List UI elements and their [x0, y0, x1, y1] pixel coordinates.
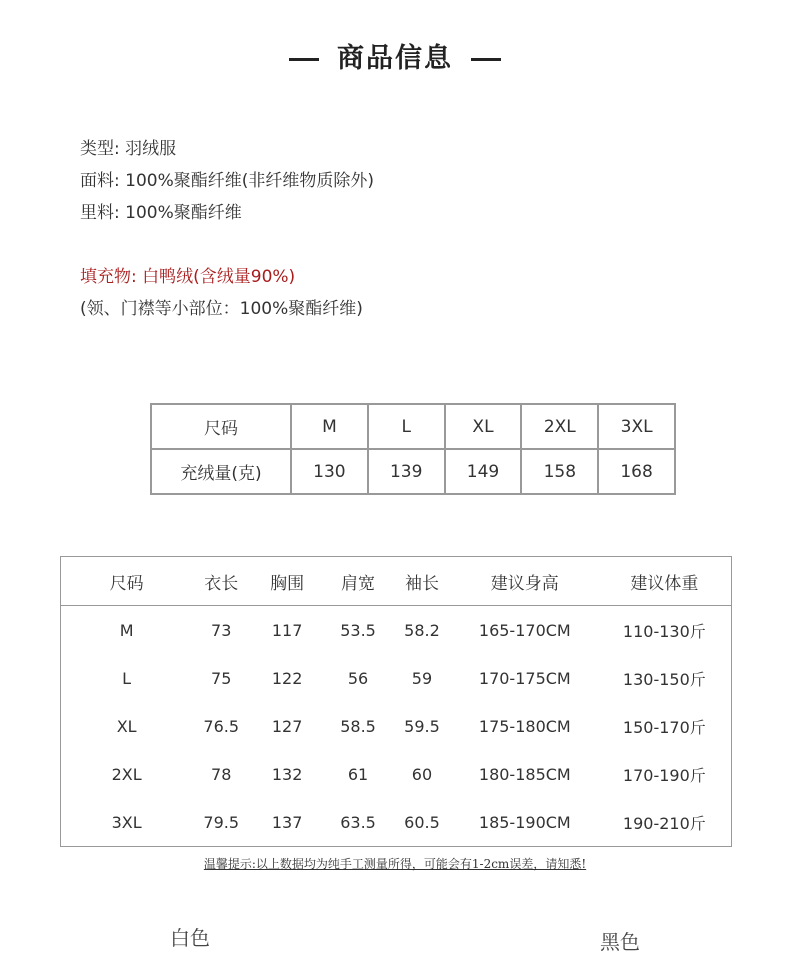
down-table-weight-row — [151, 449, 675, 494]
table-cell: 59 — [411, 668, 433, 688]
color-label-white: 白色 — [170, 926, 210, 950]
table-cell: 122 — [271, 668, 303, 688]
down-table-size: L — [368, 404, 445, 449]
table-row — [61, 606, 732, 655]
section-title — [0, 36, 790, 75]
product-info — [80, 133, 374, 229]
table-row — [61, 654, 732, 702]
down-table-size: M — [291, 404, 368, 449]
table-row — [61, 798, 732, 847]
table-cell: 63.5 — [340, 812, 376, 832]
table-cell: 132 — [271, 764, 303, 784]
size-chart-header: 肩宽 — [324, 557, 392, 606]
table-cell: 190-210斤 — [622, 813, 706, 833]
size-chart-header: 建议身高 — [452, 557, 598, 606]
down-table-weight: 139 — [368, 449, 445, 494]
table-row — [61, 702, 732, 750]
table-cell: 78 — [211, 764, 232, 784]
table-cell: 170-175CM — [478, 668, 571, 688]
table-cell: 127 — [271, 716, 303, 736]
measurement-note-text: 温馨提示:以上数据均为纯手工测量所得，可能会有1-2cm误差，请知悉! — [203, 857, 587, 871]
down-table-size-row — [151, 404, 675, 449]
table-cell: M — [119, 620, 134, 640]
table-cell: 175-180CM — [478, 716, 571, 736]
table-cell: 59.5 — [404, 716, 440, 736]
size-chart-header: 袖长 — [392, 557, 452, 606]
down-table-weight: 130 — [291, 449, 368, 494]
size-chart-header: 建议体重 — [598, 557, 732, 606]
down-table-weight: 149 — [445, 449, 522, 494]
color-label-black: 黑色 — [600, 930, 640, 954]
size-chart-header: 胸围 — [250, 557, 324, 606]
size-chart-header-row — [61, 557, 732, 606]
table-cell: 60.5 — [404, 812, 440, 832]
table-cell: 61 — [347, 764, 369, 784]
table-cell: 150-170斤 — [622, 717, 706, 737]
measurement-note — [0, 855, 790, 872]
size-chart-table — [60, 556, 732, 847]
size-chart-header: 尺码 — [61, 557, 193, 606]
table-cell: L — [122, 668, 132, 688]
table-cell: 75 — [211, 668, 232, 688]
table-cell: 60 — [411, 764, 433, 784]
table-cell: 117 — [271, 620, 303, 640]
info-filling: 填充物: 白鸭绒(含绒量90%) — [80, 267, 296, 287]
table-cell: 58.5 — [340, 716, 376, 736]
table-cell: 58.2 — [404, 620, 440, 640]
table-cell: 137 — [271, 812, 303, 832]
table-cell: 73 — [211, 620, 232, 640]
size-chart-header: 衣长 — [192, 557, 250, 606]
down-table-size: 3XL — [598, 404, 675, 449]
filling-info — [80, 261, 363, 325]
table-cell: 110-130斤 — [622, 621, 706, 641]
title-dash-left — [289, 58, 319, 61]
info-fabric: 面料: 100%聚酯纤维(非纤维物质除外) — [80, 171, 374, 191]
section-title-text: 商品信息 — [337, 43, 453, 74]
table-cell: XL — [116, 716, 137, 736]
table-cell: 56 — [347, 668, 369, 688]
table-cell: 76.5 — [203, 716, 240, 736]
info-filling-note: (领、门襟等小部位：100%聚酯纤维) — [80, 299, 363, 319]
table-cell: 170-190斤 — [622, 765, 706, 785]
table-cell: 185-190CM — [478, 812, 571, 832]
down-table-size: XL — [445, 404, 522, 449]
table-row — [61, 750, 732, 798]
table-cell: 2XL — [111, 764, 142, 784]
down-table-row-label: 尺码 — [151, 404, 291, 449]
down-table-row-label: 充绒量(克) — [151, 449, 291, 494]
down-fill-table — [150, 403, 676, 495]
title-dash-right — [471, 58, 501, 61]
info-type: 类型: 羽绒服 — [80, 139, 177, 159]
table-cell: 180-185CM — [478, 764, 571, 784]
info-lining: 里料: 100%聚酯纤维 — [80, 203, 242, 223]
table-cell: 53.5 — [340, 620, 376, 640]
table-cell: 3XL — [111, 812, 142, 832]
down-table-size: 2XL — [521, 404, 598, 449]
table-cell: 79.5 — [203, 812, 240, 832]
table-cell: 130-150斤 — [622, 669, 706, 689]
down-table-weight: 168 — [598, 449, 675, 494]
table-cell: 165-170CM — [478, 620, 571, 640]
down-table-weight: 158 — [521, 449, 598, 494]
